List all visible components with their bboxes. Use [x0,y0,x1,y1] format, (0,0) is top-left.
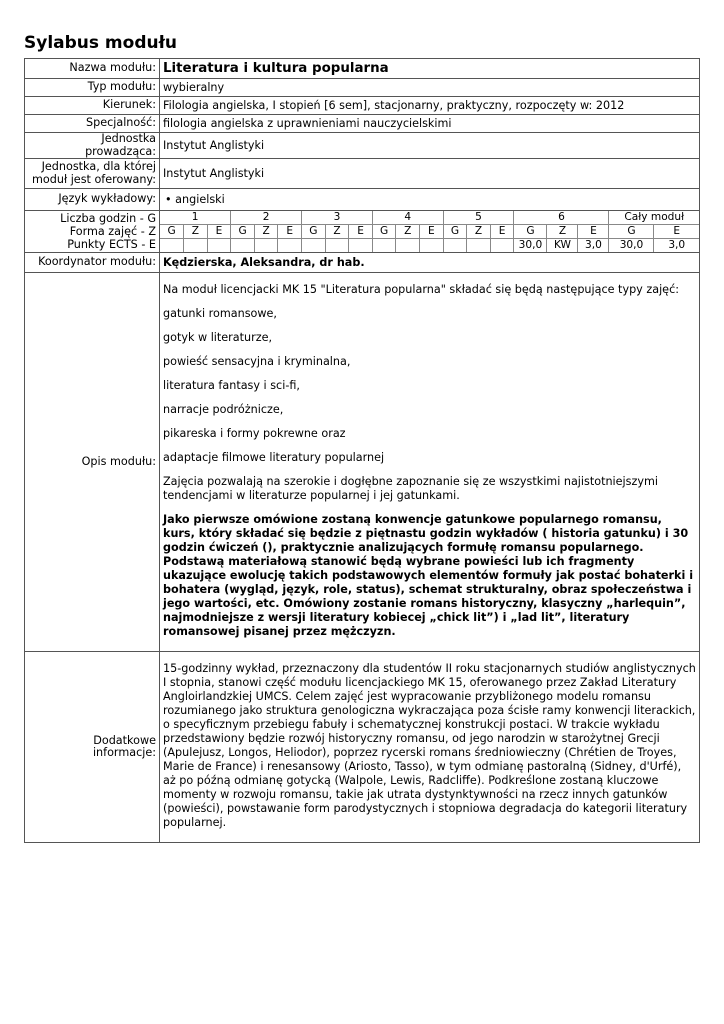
hours-grid [160,211,699,252]
unit-value: Instytut Anglistyki [160,133,700,159]
semester-2: 2 [231,211,302,225]
description-value [160,273,700,652]
semester-5: 5 [443,211,514,225]
s5-g: G [443,225,467,239]
s4-g: G [372,225,396,239]
row-additional-info [25,652,700,843]
hours-label-e: Punkty ECTS - E [67,238,156,251]
semester-1: 1 [160,211,231,225]
description-paragraph: literatura fantasy i sci-fi, [163,379,300,392]
description-label: Opis modułu: [25,273,160,652]
s3-g: G [302,225,326,239]
s1-z: Z [184,225,208,239]
coordinator-label: Koordynator modułu: [25,253,160,273]
hours-labels [25,211,160,253]
sub-header-row [160,225,699,239]
field-value: Filologia angielska, I stopień [6 sem], stacjonarny, praktyczny, rozpoczęty w: 2012 [160,97,700,115]
whole-e: E [654,225,699,239]
s6-g: G [514,225,547,239]
hours-label-g: Liczba godzin - G [60,212,156,225]
row-offered-unit [25,159,700,189]
description-paragraph: adaptacje filmowe literatury popularnej [163,451,385,464]
module-name-label: Nazwa modułu: [25,59,160,79]
module-type-label: Typ modułu: [25,79,160,97]
hours-label-z: Forma zajęć - Z [69,225,156,238]
row-field-of-study [25,97,700,115]
module-type-value: wybieralny [160,79,700,97]
row-module-type [25,79,700,97]
s6-form-value: KW [547,239,578,253]
specialization-value: filologia angielska z uprawnieniami nauczycielskimi [160,115,700,133]
s4-z: Z [396,225,420,239]
description-paragraph: narracje podróżnicze, [163,403,284,416]
description-paragraph: gotyk w literaturze, [163,331,273,344]
s3-e: E [349,225,373,239]
row-specialization [25,115,700,133]
language-value: angielski [175,192,225,206]
s5-e: E [490,225,514,239]
offered-unit-value: Instytut Anglistyki [160,159,700,189]
language-value-cell [160,189,700,211]
s6-hours-value: 30,0 [514,239,547,253]
coordinator-value: Kędzierska, Aleksandra, dr hab. [160,253,700,273]
row-hours [25,211,700,253]
semester-6: 6 [514,211,609,225]
s4-e: E [420,225,444,239]
s3-z: Z [325,225,349,239]
additional-info-cell [160,652,700,843]
row-description [25,273,700,652]
s6-z: Z [547,225,578,239]
description-paragraph: gatunki romansowe, [163,307,277,320]
s6-ects-value: 3,0 [578,239,609,253]
whole-module-header: Cały moduł [609,211,699,225]
description-paragraph: Zajęcia pozwalają na szerokie i dogłębne zapoznanie się ze wszystkimi najistotniejszymi tendencjami w literaturze popularnej i jej gatunkami. [163,475,658,502]
semester-3: 3 [302,211,373,225]
row-module-name [25,59,700,79]
whole-hours-value: 30,0 [609,239,654,253]
s6-e: E [578,225,609,239]
module-name-value: Literatura i kultura popularna [160,59,700,79]
syllabus-table [24,58,700,843]
field-label: Kierunek: [25,97,160,115]
description-paragraph: pikareska i formy pokrewne oraz [163,427,346,440]
additional-info-label: Dodatkowe informacje: [25,652,160,843]
hours-grid-cell [160,211,700,253]
page-title: Sylabus modułu [24,33,178,53]
semester-4: 4 [372,211,443,225]
language-label: Język wykładowy: [25,189,160,211]
s2-z: Z [254,225,278,239]
s2-g: G [231,225,255,239]
whole-g: G [609,225,654,239]
description-paragraph: Na moduł licencjacki MK 15 "Literatura popularna" składać się będą następujące typy zajęć: [163,283,679,296]
whole-ects-value: 3,0 [668,239,686,251]
s5-z: Z [467,225,491,239]
values-row [160,239,699,253]
s1-g: G [160,225,184,239]
s1-e: E [207,225,231,239]
semester-header-row [160,211,699,225]
row-language [25,189,700,211]
unit-label: Jednostka prowadząca: [25,133,160,159]
row-unit [25,133,700,159]
description-bold-paragraph: Jako pierwsze omówione zostaną konwencje gatunkowe popularnego romansu, kurs, który składać się będzie z piętnastu godzin wykładów ( historia gatunku) i 30 godzin ćwiczeń (), praktycznie analizujących formułę romansu popularnego. Podstawą materiałową stanowić będą wybrane powieści lub ich fragmenty ukazujące ewolucję takich podstawowych elementów formuły jak postać bohaterki i bohatera (wygląd, język, role, status), schemat strukturalny, obraz społeczeństwa i jego wartości, etc. Omówiony zostanie romans historyczny, klasyczny „harlequin”, najmodniejsze z wersji literatury kobiecej „chick lit”) i „lad lit”, literatury romansowej pisanej przez mężczyzn. [163,513,694,638]
bullet-icon: • [165,192,172,206]
s2-e: E [278,225,302,239]
row-coordinator [25,253,700,273]
additional-info-value: 15-godzinny wykład, przeznaczony dla studentów II roku stacjonarnych studiów anglistycznych I stopnia, stanowi część modułu licencjackiego MK 15, oferowanego przez Zakład Literatury Angloirlandzkiej UMCS. Celem zajęć jest wypracowanie przybliżonego modelu romansu rozumianego jako struktura genologiczna wykraczająca poza ścisłe ramy konwencji literackich, o specyficznym przebiegu fabuły i schematycznej konstrukcji postaci. W trakcie wykładu przedstawiony będzie rozwój historyczny romansu, od jego narodzin w starożytnej Grecji (Apulejusz, Longos, Heliodor), poprzez rycerski romans średniowieczny (Chrétien de Troyes, Marie de France) i renesansowy (Ariosto, Tasso), w tym odmianę pastoralną (Sidney, d'Urfé), aż po późną odmianę gotycką (Walpole, Lewis, Radcliffe). Podkreślone zostaną kluczowe momenty w rozwoju romansu, takie jak utrata dystynktywności na rzecz innych gatunków (powieści), powstawanie form parodystycznych i stopniowa degradacja do kategorii literatury popularnej. [163,662,696,829]
description-paragraph: powieść sensacyjna i kryminalna, [163,355,351,368]
specialization-label: Specjalność: [25,115,160,133]
offered-unit-label: Jednostka, dla której moduł jest oferowany: [25,159,160,189]
